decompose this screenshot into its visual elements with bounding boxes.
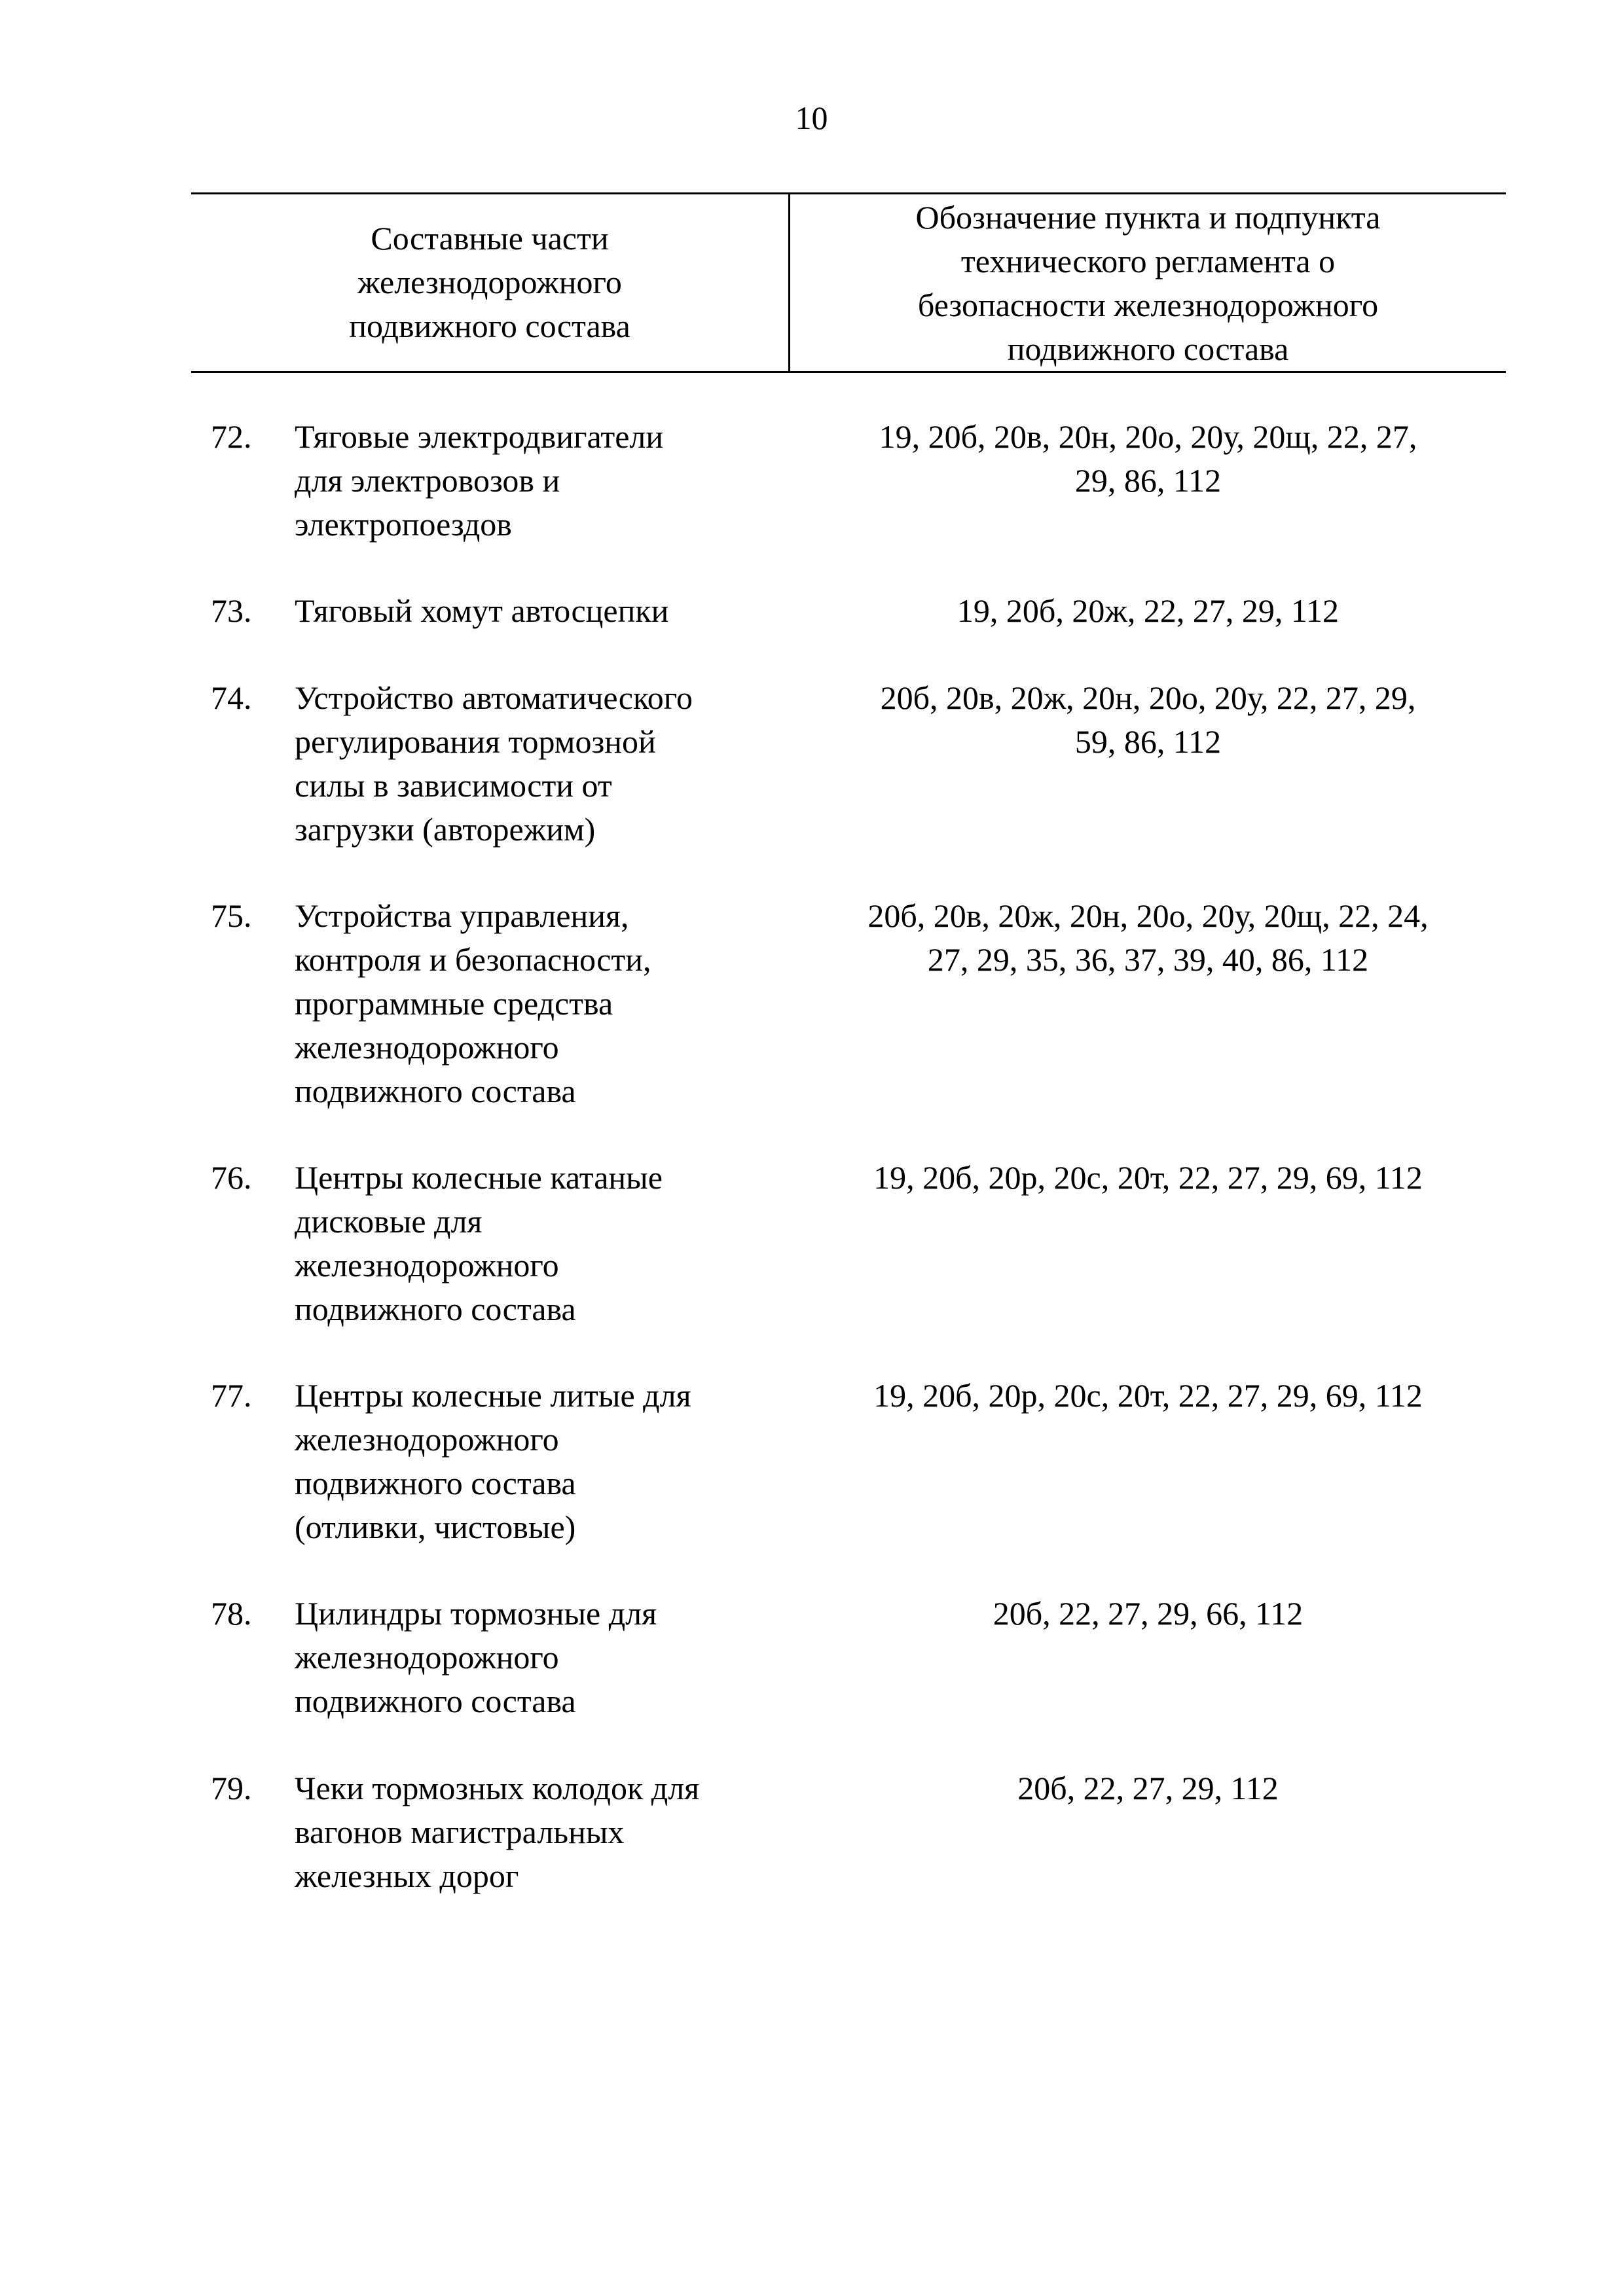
row-component-name: Тяговый хомут автосцепки: [295, 592, 669, 629]
row-component-name: Цилиндры тормозные для железнодорожного подвижного состава: [295, 1595, 657, 1719]
row-clause-refs: 20б, 20в, 20ж, 20н, 20о, 20у, 22, 27, 29, 59, 86, 112: [880, 679, 1416, 760]
row-component-name: Устройства управления, контроля и безопасности, программные средства железнодорожного подвижного состава: [295, 897, 651, 1109]
page-number: 10: [795, 99, 828, 136]
row-number: 76.: [211, 1159, 252, 1196]
row-clause-refs: 19, 20б, 20р, 20с, 20т, 22, 27, 29, 69, 112: [873, 1159, 1423, 1196]
row-clause-refs: 19, 20б, 20в, 20н, 20о, 20у, 20щ, 22, 27, 29, 86, 112: [879, 418, 1417, 499]
header-components: Составные части железнодорожного подвижного состава: [349, 220, 630, 344]
row-clause-refs: 19, 20б, 20ж, 22, 27, 29, 112: [957, 592, 1340, 629]
row-clause-refs: 20б, 22, 27, 29, 66, 112: [993, 1595, 1304, 1632]
row-component-name: Чеки тормозных колодок для вагонов магистральных железных дорог: [295, 1770, 700, 1894]
row-number: 78.: [211, 1595, 252, 1632]
row-clause-refs: 19, 20б, 20р, 20с, 20т, 22, 27, 29, 69, 112: [873, 1377, 1423, 1414]
row-component-name: Устройство автоматического регулирования тормозной силы в зависимости от загрузки (авторежим): [295, 679, 693, 848]
row-number: 72.: [211, 418, 252, 455]
header-regulation-clauses: Обозначение пункта и подпункта технического регламента о безопасности железнодорожного подвижного состава: [915, 199, 1381, 367]
row-number: 74.: [211, 679, 252, 716]
row-component-name: Центры колесные катаные дисковые для железнодорожного подвижного состава: [295, 1159, 663, 1327]
row-number: 75.: [211, 897, 252, 934]
row-component-name: Центры колесные литые для железнодорожного подвижного состава (отливки, чистовые): [295, 1377, 691, 1545]
row-clause-refs: 20б, 20в, 20ж, 20н, 20о, 20у, 20щ, 22, 24, 27, 29, 35, 36, 37, 39, 40, 86, 112: [867, 897, 1429, 978]
row-number: 79.: [211, 1770, 252, 1806]
row-clause-refs: 20б, 22, 27, 29, 112: [1017, 1770, 1279, 1806]
row-number: 77.: [211, 1377, 252, 1414]
table-header: [191, 192, 1506, 373]
row-component-name: Тяговые электродвигатели для электровозов и электропоездов: [295, 418, 664, 543]
row-number: 73.: [211, 592, 252, 629]
